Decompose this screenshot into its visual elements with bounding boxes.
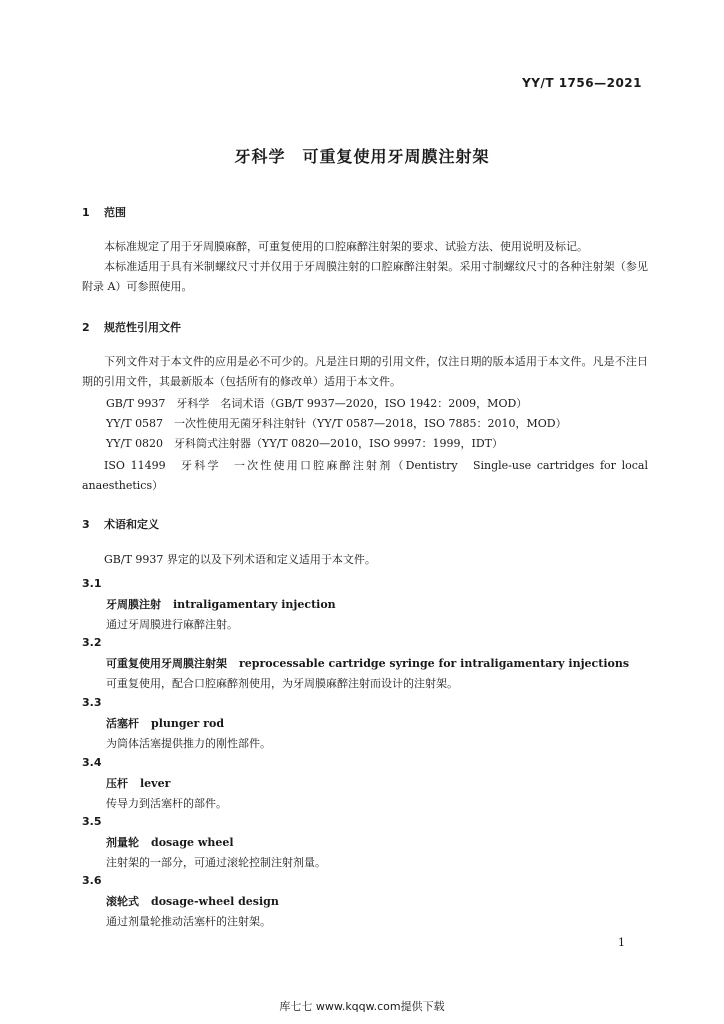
- reference-item: ISO 11499 牙科学 一次性使用口腔麻醉注射剂（Dentistry Single-use cartridges for local anaesthetics）: [82, 459, 648, 492]
- section-1-heading: [82, 204, 126, 220]
- term-number: 3.2: [82, 636, 102, 649]
- document-title: 牙科学 可重复使用牙周膜注射架: [234, 147, 490, 166]
- reference-item: YY/T 0587 一次性使用无菌牙科注射针（YY/T 0587—2018，ISO 7885：2010，MOD）: [106, 417, 567, 430]
- section-2-heading: [82, 319, 181, 335]
- section-title: 范围: [104, 206, 126, 219]
- standard-code: YY/T 1756—2021: [522, 76, 642, 90]
- section-3-heading: [82, 516, 159, 532]
- term-entry: [106, 596, 336, 612]
- term-english: plunger rod: [151, 717, 225, 730]
- term-definition: 通过牙周膜进行麻醉注射。: [106, 618, 238, 631]
- term-chinese: 活塞杆: [106, 717, 139, 730]
- term-definition: 传导力到活塞杆的部件。: [106, 797, 227, 810]
- term-number: 3.6: [82, 874, 102, 887]
- term-chinese: 牙周膜注射: [106, 598, 161, 611]
- section-number: 1: [82, 206, 90, 219]
- term-english: reprocessable cartridge syringe for intraligamentary injections: [239, 657, 630, 670]
- term-number: 3.3: [82, 696, 102, 709]
- section-title: 规范性引用文件: [104, 321, 181, 334]
- term-chinese: 可重复使用牙周膜注射架: [106, 657, 227, 670]
- term-definition: 注射架的一部分，可通过滚轮控制注射剂量。: [106, 856, 326, 869]
- term-definition: 为筒体活塞提供推力的刚性部件。: [106, 737, 271, 750]
- term-number: 3.4: [82, 756, 102, 769]
- term-definition: 通过剂量轮推动活塞杆的注射架。: [106, 915, 271, 928]
- term-entry: [106, 655, 629, 671]
- term-chinese: 剂量轮: [106, 836, 139, 849]
- terms-intro: GB/T 9937 界定的以及下列术语和定义适用于本文件。: [104, 553, 376, 566]
- term-definition: 可重复使用，配合口腔麻醉剂使用，为牙周膜麻醉注射而设计的注射架。: [106, 677, 458, 690]
- term-chinese: 滚轮式: [106, 895, 139, 908]
- scope-paragraph-1: 本标准规定了用于牙周膜麻醉，可重复使用的口腔麻醉注射架的要求、试验方法、使用说明及标记。: [104, 240, 588, 253]
- term-entry: [106, 715, 224, 731]
- download-watermark: 库七七 www.kqqw.com提供下载: [279, 1000, 445, 1013]
- term-chinese: 压杆: [106, 777, 128, 790]
- term-entry: [106, 834, 234, 850]
- reference-item: GB/T 9937 牙科学 名词术语（GB/T 9937—2020，ISO 1942：2009，MOD）: [106, 397, 528, 410]
- term-english: dosage-wheel design: [151, 895, 279, 908]
- section-number: 2: [82, 321, 90, 334]
- reference-item: YY/T 0820 牙科筒式注射器（YY/T 0820—2010，ISO 9997：1999，IDT）: [106, 437, 503, 450]
- term-english: dosage wheel: [151, 836, 234, 849]
- term-english: lever: [140, 777, 171, 790]
- term-number: 3.1: [82, 577, 102, 590]
- page-number: 1: [618, 936, 625, 949]
- term-english: intraligamentary injection: [173, 598, 336, 611]
- section-number: 3: [82, 518, 90, 531]
- section-title: 术语和定义: [104, 518, 159, 531]
- term-entry: [106, 893, 279, 909]
- term-number: 3.5: [82, 815, 102, 828]
- references-intro: 下列文件对于本文件的应用是必不可少的。凡是注日期的引用文件，仅注日期的版本适用于本文件。凡是不注日期的引用文件，其最新版本（包括所有的修改单）适用于本文件。: [82, 355, 648, 388]
- scope-paragraph-2: 本标准适用于具有米制螺纹尺寸并仅用于牙周膜注射的口腔麻醉注射架。采用寸制螺纹尺寸的各种注射架（参见附录 A）可参照使用。: [82, 260, 648, 293]
- term-entry: [106, 775, 170, 791]
